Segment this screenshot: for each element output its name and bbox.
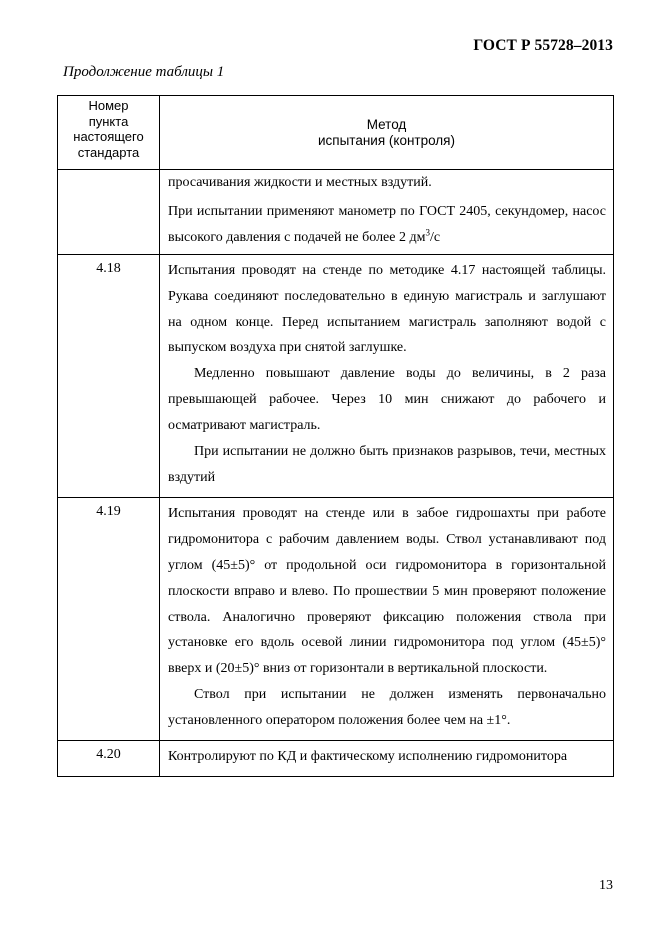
page-number: 13: [599, 878, 613, 893]
method-paragraph: [168, 199, 606, 251]
method-paragraph: Ствол при испытании не должен изменять первоначально установленного оператором положения более чем на ±1°.: [168, 687, 606, 729]
header-line: испытания (контроля): [317, 132, 455, 148]
method-text: /с: [429, 229, 441, 245]
method-cell: [160, 497, 614, 740]
clause-number-cell: 4.20: [58, 741, 160, 777]
table-row: [58, 741, 614, 777]
test-methods-table: [57, 95, 614, 777]
header-line: настоящего: [73, 129, 144, 144]
method-paragraph: Контролируют по КД и фактическому исполнению гидромонитора: [168, 749, 568, 765]
method-cell: [160, 170, 614, 255]
method-paragraph: При испытании не должно быть признаков разрывов, течи, местных вздутий: [168, 444, 606, 485]
superscript: 3: [425, 227, 430, 238]
column-header-clause-number: [58, 96, 160, 170]
method-paragraph: Медленно повышают давление воды до величины, в 2 раза превышающей рабочее. Через 10 мин снижают до рабочего и осматривают магистраль.: [168, 366, 606, 434]
method-cell: [160, 254, 614, 497]
method-paragraph: Испытания проводят на стенде по методике 4.17 настоящей таблицы. Рукава соединяют последовательно в единую магистраль и заглушают на одном конце. Перед испытанием магистраль заполняют водой с выпуском воздуха при снятой заглушке.: [168, 262, 606, 356]
table-continuation-caption: Продолжение таблицы 1: [63, 64, 225, 80]
clause-number-cell: 4.19: [58, 497, 160, 740]
table-header-row: [58, 96, 614, 170]
table-row: [58, 170, 614, 255]
document-title: ГОСТ Р 55728–2013: [473, 37, 613, 54]
method-text: При испытании применяют манометр по ГОСТ 2405, секундомер, насос высокого давления с подачей не более 2 дм: [168, 203, 606, 245]
header-line: стандарта: [77, 144, 140, 160]
method-cell: [160, 741, 614, 777]
column-header-test-method: [160, 96, 614, 170]
method-paragraph: Испытания проводят на стенде или в забое гидрошахты при работе гидромонитора с рабочим давлением воды. Ствол устанавливают под углом (45±5)° от продольной оси гидромонитора в горизонтальной плоскости вправо и влево. По прошествии 5 мин проверяют положение ствола. Аналогично проверяют фиксацию положения ствола при установке его вдоль осевой линии гидромонитора под углом (45±5)° вверх и (20±5)° вниз от горизонтали в вертикальной плоскости.: [168, 505, 606, 677]
table-row: [58, 497, 614, 740]
clause-number-cell: [58, 170, 160, 255]
header-line: Номер: [88, 98, 129, 113]
table-row: [58, 254, 614, 497]
method-paragraph: просачивания жидкости и местных вздутий.: [168, 175, 432, 190]
header-line: Метод: [366, 116, 407, 132]
header-line: пункта: [88, 113, 129, 129]
clause-number-cell: 4.18: [58, 254, 160, 497]
